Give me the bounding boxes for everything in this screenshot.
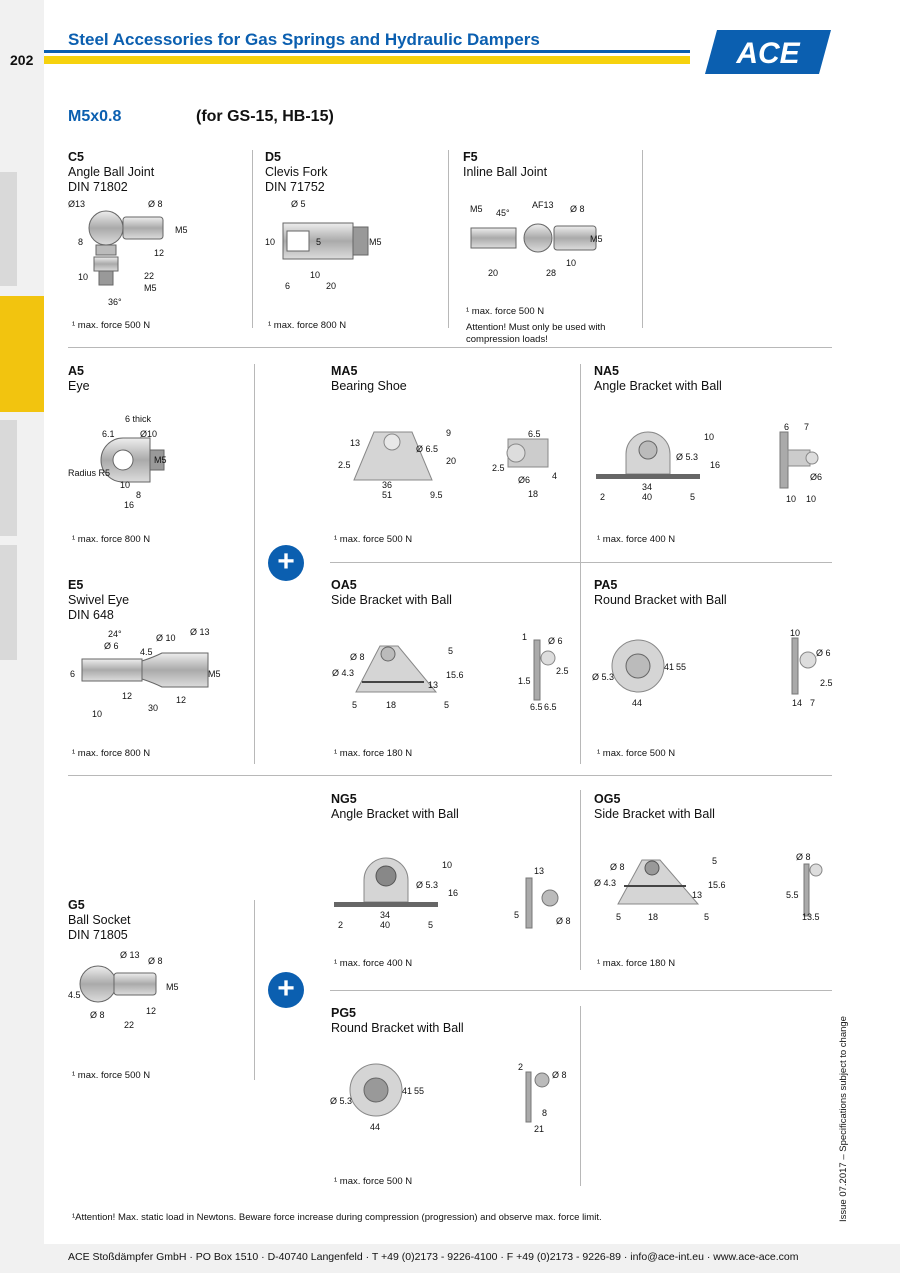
dim-label: 55 — [676, 662, 687, 672]
og5-drawing — [594, 848, 724, 928]
dim-label: 6.5 — [528, 429, 541, 439]
dim-label: 6 thick — [125, 414, 152, 424]
force-note: ¹ max. force 500 N — [466, 306, 545, 317]
oa5-drawing — [332, 632, 467, 716]
e5-drawing — [68, 625, 228, 720]
dim-label: 5 — [690, 492, 696, 502]
dim-label: 22 — [144, 271, 155, 281]
dim-label: 10 — [790, 628, 801, 638]
dim-label: 5 — [616, 912, 622, 922]
dim-label: 36 — [382, 480, 393, 490]
dim-label: 2.5 — [492, 463, 505, 473]
dim-label: Ø 13 — [190, 627, 210, 637]
force-note: ¹ max. force 400 N — [597, 534, 676, 545]
dim-label: 10 — [566, 258, 577, 268]
item-d5: D5 Clevis Fork DIN 71752 — [265, 150, 328, 194]
oa5-side-drawing — [512, 630, 572, 715]
footnote: ¹Attention! Max. static load in Newtons. Beware force increase during compression (progression) and observe max. force limit. — [72, 1212, 602, 1223]
force-note: ¹ max. force 500 N — [597, 748, 676, 759]
dim-label: 4 — [552, 471, 558, 481]
divider — [642, 150, 643, 328]
section-tab — [0, 172, 17, 286]
force-note: ¹ max. force 500 N — [334, 534, 413, 545]
ng5-side-drawing — [512, 860, 572, 935]
na5-side-drawing — [772, 418, 832, 506]
dim-label: 10 — [442, 860, 453, 870]
dim-label: 7 — [810, 698, 816, 708]
dim-label: 4.5 — [68, 990, 81, 1000]
dim-label: 12 — [154, 248, 165, 258]
compression-warning: Attention! Must only be used with compression loads! — [466, 322, 606, 345]
dim-label: M5 — [470, 204, 483, 214]
plus-icon: + — [268, 545, 304, 581]
dim-label: M5 — [144, 283, 157, 293]
dim-label: Ø 8 — [570, 204, 585, 214]
section-tab-active — [0, 296, 44, 412]
dim-label: 2 — [518, 1062, 524, 1072]
dim-label: Ø 8 — [552, 1070, 567, 1080]
dim-label: 18 — [648, 912, 659, 922]
dim-label: M5 — [369, 237, 382, 247]
dim-label: 16 — [448, 888, 459, 898]
dim-label: Ø 5.3 — [330, 1096, 353, 1106]
page-header-title: Steel Accessories for Gas Springs and Hydraulic Dampers — [68, 30, 540, 49]
force-note: ¹ max. force 800 N — [72, 534, 151, 545]
dim-label: 34 — [642, 482, 653, 492]
dim-label: Ø 8 — [148, 956, 163, 966]
dim-label: M5 — [208, 669, 221, 679]
divider — [580, 790, 581, 970]
dim-label: 30 — [148, 703, 159, 713]
dim-label: 13 — [428, 680, 439, 690]
dim-label: 40 — [380, 920, 391, 930]
dim-label: 24° — [108, 629, 122, 639]
item-ma5: MA5 Bearing Shoe — [331, 364, 407, 393]
dim-label: 10 — [120, 480, 131, 490]
na5-drawing — [596, 418, 726, 506]
dim-label: 9 — [446, 428, 452, 438]
dim-label: Ø 8 — [796, 852, 811, 862]
dim-label: 55 — [414, 1086, 425, 1096]
dim-label: Ø 5.3 — [592, 672, 615, 682]
dim-label: 5 — [712, 856, 718, 866]
item-oa5: OA5 Side Bracket with Ball — [331, 578, 452, 607]
dim-label: 10 — [806, 494, 817, 504]
dim-label: 18 — [528, 489, 539, 499]
svg-text:ACE: ACE — [736, 37, 800, 70]
issue-note: Issue 07.2017 – Specifications subject to change — [838, 1016, 849, 1222]
pa5-drawing — [592, 632, 707, 716]
dim-label: 13 — [534, 866, 545, 876]
dim-label: 5 — [316, 237, 322, 247]
dim-label: Ø 8 — [350, 652, 365, 662]
dim-label: 5 — [704, 912, 710, 922]
item-og5: OG5 Side Bracket with Ball — [594, 792, 715, 821]
dim-label: 12 — [122, 691, 133, 701]
dim-label: 34 — [380, 910, 391, 920]
force-note: ¹ max. force 500 N — [334, 1176, 413, 1187]
footer-contact: ACE Stoßdämpfer GmbH · PO Box 1510 · D-40740 Langenfeld · T +49 (0)2173 - 9226-4100 · F +49 (0)2173 - 9226-89 · info@ace-int.eu · www.ace-ace.com — [68, 1251, 799, 1263]
applies-to-title: (for GS-15, HB-15) — [196, 108, 334, 125]
force-note: ¹ max. force 500 N — [72, 1070, 151, 1081]
dim-label: 7 — [804, 422, 810, 432]
item-pa5: PA5 Round Bracket with Ball — [594, 578, 727, 607]
divider — [330, 990, 832, 991]
dim-label: 45° — [496, 208, 510, 218]
dim-label: Ø 5 — [291, 199, 306, 209]
dim-label: 20 — [446, 456, 457, 466]
dim-label: 15.6 — [708, 880, 726, 890]
dim-label: 18 — [386, 700, 397, 710]
dim-label: 36° — [108, 297, 122, 307]
dim-label: 44 — [370, 1122, 381, 1132]
dim-label: Radius R5 — [68, 468, 111, 478]
dim-label: 13 — [692, 890, 703, 900]
item-a5: A5 Eye — [68, 364, 90, 393]
dim-label: 5 — [428, 920, 434, 930]
dim-label: 13 — [350, 438, 361, 448]
dim-label: 41 — [664, 662, 675, 672]
dim-label: M5 — [154, 455, 167, 465]
dim-label: 6 — [285, 281, 291, 291]
pg5-side-drawing — [512, 1058, 572, 1140]
dim-label: 2.5 — [820, 678, 833, 688]
dim-label: 12 — [176, 695, 187, 705]
header-rule-yellow — [44, 56, 690, 64]
dim-label: 14 — [792, 698, 803, 708]
divider — [254, 364, 255, 764]
dim-label: 6.1 — [102, 429, 115, 439]
dim-label: Ø 8 — [556, 916, 571, 926]
dim-label: M5 — [590, 234, 603, 244]
dim-label: 5 — [514, 910, 520, 920]
dim-label: 20 — [326, 281, 337, 291]
ma5-side-drawing — [490, 425, 570, 505]
dim-label: Ø 10 — [156, 633, 176, 643]
c5-drawing — [68, 195, 198, 305]
dim-label: 16 — [710, 460, 721, 470]
dim-label: 2 — [600, 492, 606, 502]
thread-size-title: M5x0.8 — [68, 108, 122, 125]
g5-drawing — [68, 946, 188, 1036]
dim-label: 10 — [78, 272, 89, 282]
pa5-side-drawing — [776, 626, 836, 711]
dim-label: Ø 13 — [120, 950, 140, 960]
page-number: 202 — [10, 52, 34, 68]
dim-label: 10 — [786, 494, 797, 504]
dim-label: Ø 5.3 — [416, 880, 439, 890]
dim-label: 6.5 — [530, 702, 543, 712]
dim-label: 20 — [488, 268, 499, 278]
f5-drawing — [466, 198, 611, 288]
item-na5: NA5 Angle Bracket with Ball — [594, 364, 722, 393]
dim-label: 9.5 — [430, 490, 443, 500]
dim-label: Ø 4.3 — [332, 668, 355, 678]
dim-label: 8 — [542, 1108, 548, 1118]
dim-label: 16 — [124, 500, 135, 510]
dim-label: Ø 5.3 — [676, 452, 699, 462]
item-c5: C5 Angle Ball Joint DIN 71802 — [68, 150, 155, 194]
section-tab — [0, 420, 17, 536]
divider — [580, 1006, 581, 1186]
force-note: ¹ max. force 180 N — [334, 748, 413, 759]
dim-label: 10 — [265, 237, 276, 247]
dim-label: 2.5 — [338, 460, 351, 470]
divider — [580, 364, 581, 764]
plus-icon: + — [268, 972, 304, 1008]
dim-label: 22 — [124, 1020, 135, 1030]
ng5-drawing — [334, 846, 464, 934]
divider — [68, 775, 832, 776]
item-ng5: NG5 Angle Bracket with Ball — [331, 792, 459, 821]
item-pg5: PG5 Round Bracket with Ball — [331, 1006, 464, 1035]
dim-label: M5 — [175, 225, 188, 235]
dim-label: Ø13 — [68, 199, 86, 209]
force-note: ¹ max. force 500 N — [72, 320, 151, 331]
dim-label: 5.5 — [786, 890, 799, 900]
dim-label: AF13 — [532, 200, 554, 210]
item-f5: F5 Inline Ball Joint — [463, 150, 548, 179]
d5-drawing — [263, 195, 383, 295]
dim-label: 21 — [534, 1124, 545, 1134]
dim-label: 6 — [70, 669, 76, 679]
dim-label: 8 — [78, 237, 84, 247]
dim-label: 6.5 — [544, 702, 557, 712]
dim-label: Ø6 — [810, 472, 823, 482]
dim-label: Ø10 — [140, 429, 158, 439]
divider — [448, 150, 449, 328]
force-note: ¹ max. force 400 N — [334, 958, 413, 969]
pg5-drawing — [330, 1058, 445, 1140]
divider — [252, 150, 253, 328]
force-note: ¹ max. force 800 N — [268, 320, 347, 331]
dim-label: 5 — [448, 646, 454, 656]
force-note: ¹ max. force 180 N — [597, 958, 676, 969]
dim-label: 10 — [92, 709, 103, 719]
ma5-drawing — [334, 418, 464, 503]
a5-drawing — [68, 410, 178, 510]
dim-label: Ø 8 — [610, 862, 625, 872]
dim-label: 5 — [444, 700, 450, 710]
dim-label: 4.5 — [140, 647, 153, 657]
dim-label: Ø 8 — [148, 199, 163, 209]
dim-label: 1.5 — [518, 676, 531, 686]
force-note: ¹ max. force 800 N — [72, 748, 151, 759]
dim-label: Ø6 — [518, 475, 531, 485]
dim-label: 51 — [382, 490, 393, 500]
item-g5: G5 Ball Socket DIN 71805 — [68, 898, 131, 942]
header-rule-blue — [44, 50, 690, 53]
dim-label: 6 — [784, 422, 790, 432]
dim-label: 15.6 — [446, 670, 464, 680]
item-e5: E5 Swivel Eye DIN 648 — [68, 578, 130, 622]
dim-label: Ø 6 — [104, 641, 119, 651]
dim-label: 1 — [522, 632, 528, 642]
dim-label: Ø 6 — [816, 648, 831, 658]
dim-label: Ø 6.5 — [416, 444, 439, 454]
dim-label: Ø 4.3 — [594, 878, 617, 888]
divider — [254, 900, 255, 1080]
dim-label: 12 — [146, 1006, 157, 1016]
ace-logo — [705, 30, 831, 74]
dim-label: 10 — [310, 270, 321, 280]
divider — [330, 562, 832, 563]
dim-label: Ø 6 — [548, 636, 563, 646]
og5-side-drawing — [786, 850, 836, 925]
dim-label: 8 — [136, 490, 142, 500]
dim-label: 44 — [632, 698, 643, 708]
section-tab — [0, 545, 17, 660]
dim-label: 13.5 — [802, 912, 820, 922]
divider — [68, 347, 832, 348]
dim-label: 2 — [338, 920, 344, 930]
dim-label: 28 — [546, 268, 557, 278]
dim-label: 40 — [642, 492, 653, 502]
dim-label: 41 — [402, 1086, 413, 1096]
dim-label: 5 — [352, 700, 358, 710]
dim-label: M5 — [166, 982, 179, 992]
dim-label: 10 — [704, 432, 715, 442]
dim-label: 2.5 — [556, 666, 569, 676]
dim-label: Ø 8 — [90, 1010, 105, 1020]
